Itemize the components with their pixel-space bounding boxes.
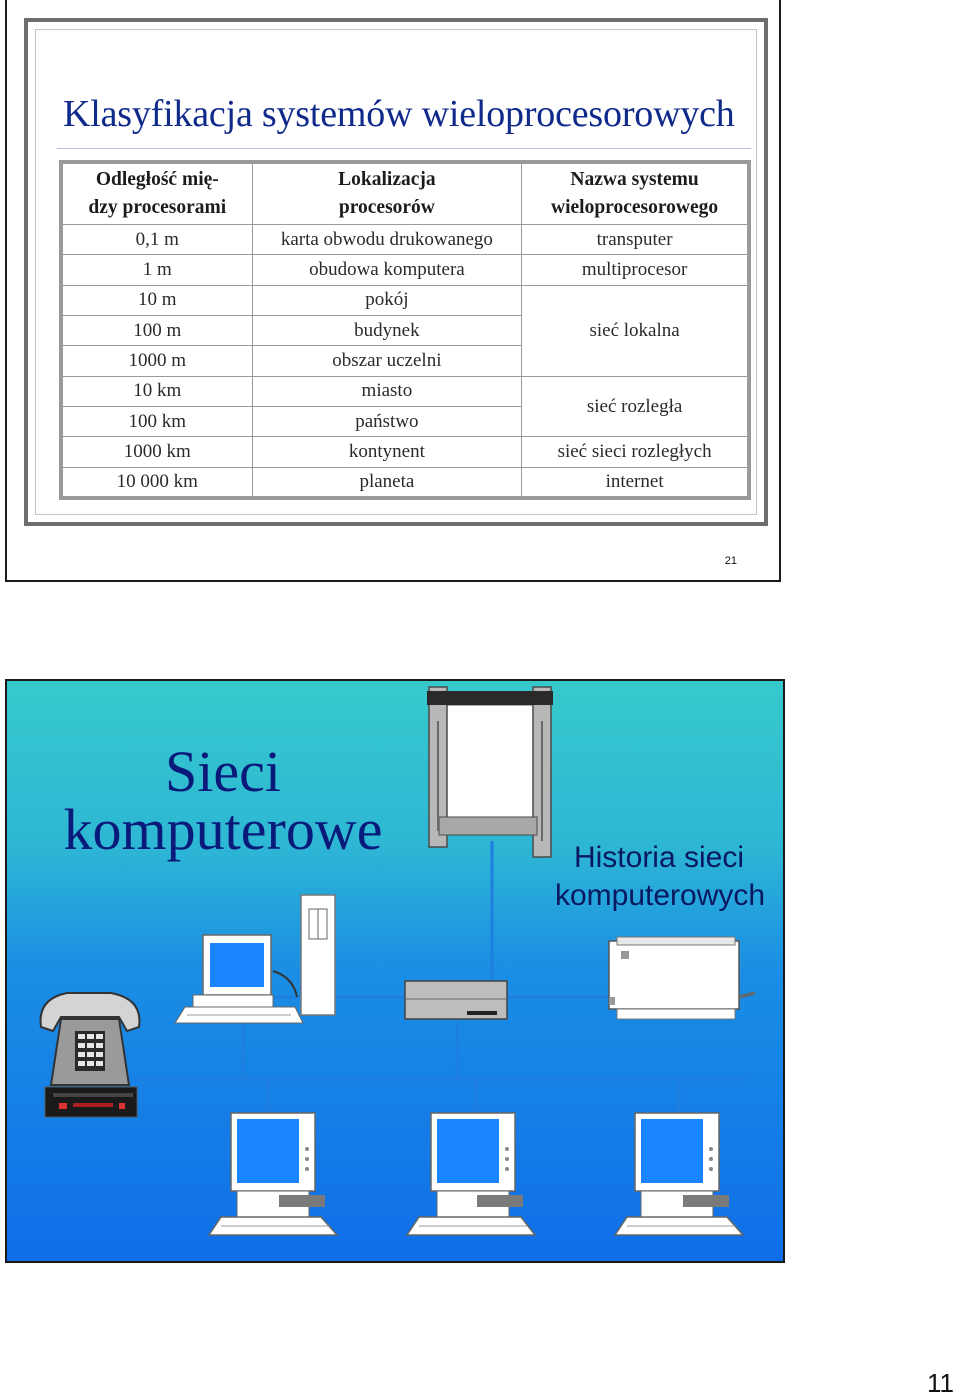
cell-distance: 10 000 km	[61, 467, 252, 498]
cell-distance: 0,1 m	[61, 225, 252, 255]
slide-2-subtitle-line-2: komputerowych	[554, 879, 766, 912]
slide-2	[5, 679, 785, 1263]
page-number: 11	[927, 1368, 954, 1398]
cell-location: pokój	[252, 285, 522, 315]
workstation-icon	[407, 1113, 535, 1235]
classification-table	[59, 160, 751, 500]
cell-distance: 100 m	[61, 316, 252, 346]
cell-location: obszar uczelni	[252, 346, 522, 376]
cell-location: kontynent	[252, 437, 522, 467]
cell-system: sieć rozległa	[522, 376, 749, 437]
cell-distance: 10 m	[61, 285, 252, 315]
cell-system: multiprocesor	[522, 255, 749, 285]
cell-location: obudowa komputera	[252, 255, 522, 285]
desktop-computer-icon	[175, 935, 303, 1023]
cell-distance: 1000 m	[61, 346, 252, 376]
cell-system: sieć lokalna	[522, 285, 749, 376]
tower-pc-icon	[301, 895, 335, 1015]
cell-system: transputer	[522, 225, 749, 255]
plotter-icon	[427, 687, 553, 857]
table-row	[61, 285, 749, 315]
cell-distance: 1000 km	[61, 437, 252, 467]
workstation-icon	[615, 1113, 743, 1235]
cell-location: karta obwodu drukowanego	[252, 225, 522, 255]
telephone-icon	[41, 993, 140, 1085]
modem-icon	[45, 1087, 137, 1117]
slide-number: 21	[724, 555, 737, 567]
table-header-row	[61, 162, 749, 225]
table-row	[61, 467, 749, 498]
title-underline	[57, 148, 751, 149]
workstation-icon	[209, 1113, 337, 1235]
cell-location: państwo	[252, 407, 522, 437]
laser-printer-icon	[609, 937, 755, 1019]
slide-1-title: Klasyfikacja systemów wieloprocesorowych	[63, 93, 735, 135]
cell-system: sieć sieci rozległych	[522, 437, 749, 467]
cell-distance: 1 m	[61, 255, 252, 285]
hub-icon	[405, 981, 507, 1019]
cell-location: miasto	[252, 376, 522, 406]
header-location: Lokalizacja procesorów	[252, 162, 522, 225]
table-row	[61, 225, 749, 255]
header-system-name: Nazwa systemu wieloprocesorowego	[522, 162, 749, 225]
header-distance: Odległość mię- dzy procesorami	[61, 162, 252, 225]
cell-system: internet	[522, 467, 749, 498]
slide-2-title: Sieci komputerowe	[63, 739, 383, 862]
slide-2-subtitle-line-1: Historia sieci	[573, 841, 745, 874]
cell-distance: 100 km	[61, 407, 252, 437]
cell-location: budynek	[252, 316, 522, 346]
cell-location: planeta	[252, 467, 522, 498]
table-row	[61, 255, 749, 285]
cell-distance: 10 km	[61, 376, 252, 406]
table-row	[61, 437, 749, 467]
table-row	[61, 376, 749, 406]
slide-1	[5, 0, 781, 582]
